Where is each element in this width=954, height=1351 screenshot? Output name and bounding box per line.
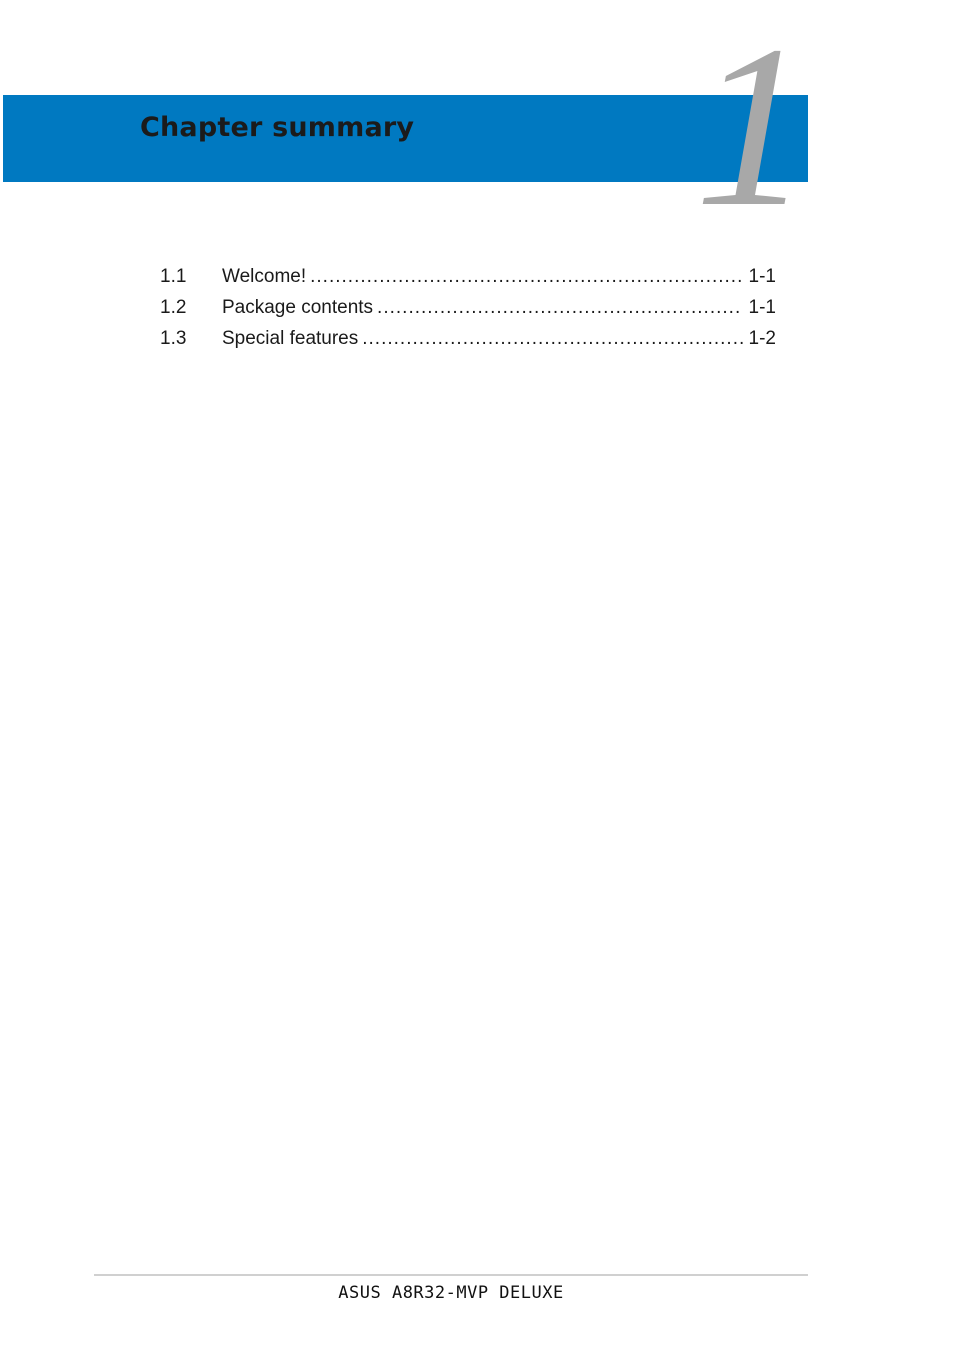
chapter-number: 1 (694, 34, 811, 219)
toc-dot-leader (310, 263, 742, 291)
toc-entry-page: 1-1 (748, 266, 776, 287)
chapter-title: Chapter summary (140, 112, 415, 143)
footer-product-name: ASUS A8R32-MVP DELUXE (338, 1283, 564, 1303)
toc-entry-title: Special features (222, 328, 359, 349)
toc-entry-1-2[interactable] (160, 294, 776, 325)
toc-entry-page: 1-2 (748, 328, 776, 349)
toc-entry-page: 1-1 (748, 297, 776, 318)
toc-entry-1-1[interactable] (160, 263, 776, 294)
toc-entry-1-3[interactable] (160, 325, 776, 356)
toc-dot-leader (377, 294, 742, 322)
toc-entry-number: 1.3 (160, 328, 187, 349)
toc-dot-leader (362, 325, 742, 353)
toc-entry-number: 1.2 (160, 297, 187, 318)
toc-entry-title: Welcome! (222, 266, 307, 287)
toc-entry-number: 1.1 (160, 266, 187, 287)
table-of-contents (160, 263, 776, 356)
toc-entry-title: Package contents (222, 297, 374, 318)
footer-divider (94, 1274, 808, 1276)
